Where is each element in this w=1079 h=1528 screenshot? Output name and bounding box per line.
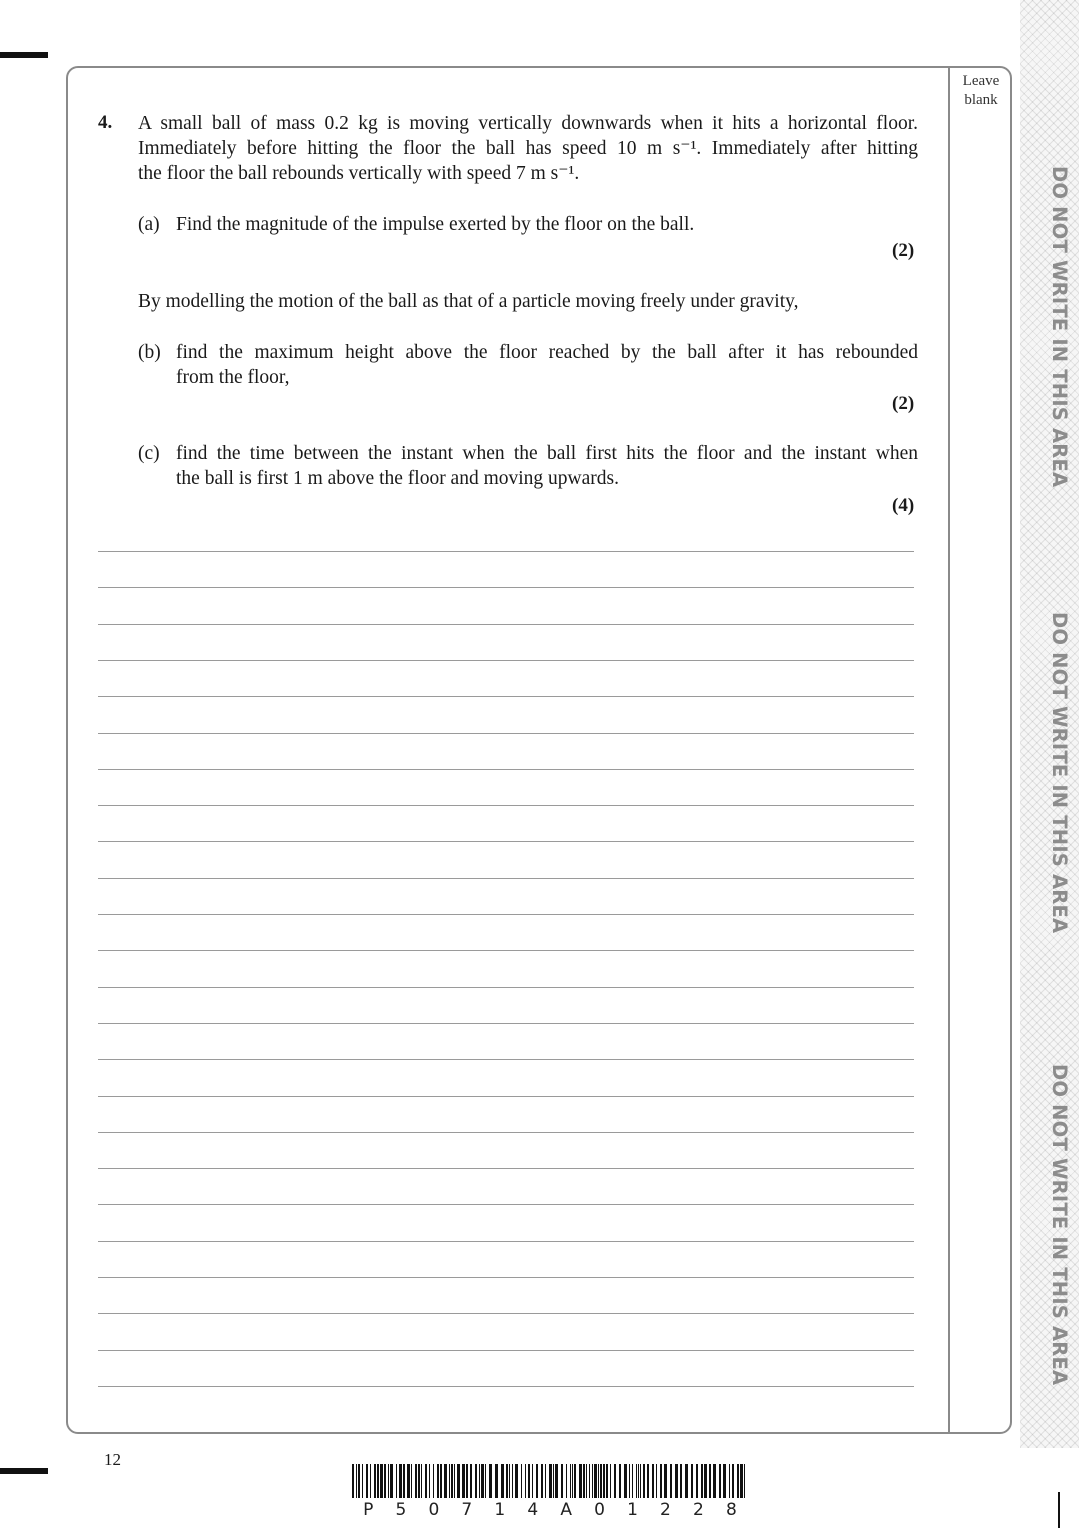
question-number: 4. bbox=[98, 112, 113, 133]
barcode-bar bbox=[388, 1464, 389, 1498]
barcode-bar bbox=[437, 1464, 439, 1498]
answer-line[interactable] bbox=[98, 987, 914, 988]
crop-mark-top-left bbox=[0, 52, 48, 58]
barcode-bar bbox=[598, 1464, 599, 1498]
part-b-line-1: find the maximum height above the floor reached by the ball after it has rebounded bbox=[176, 342, 918, 363]
bridge-text: By modelling the motion of the ball as that of a particle moving freely under gravity, bbox=[138, 291, 799, 312]
barcode-bar bbox=[475, 1464, 477, 1498]
barcode-bar bbox=[664, 1464, 667, 1498]
barcode-bar bbox=[457, 1464, 460, 1498]
barcode-bar bbox=[352, 1464, 354, 1498]
barcode-bar bbox=[362, 1464, 363, 1498]
barcode-bar bbox=[495, 1464, 498, 1498]
barcode-bar bbox=[451, 1464, 453, 1498]
answer-line[interactable] bbox=[98, 1204, 914, 1205]
part-a-label: (a) bbox=[138, 214, 160, 235]
barcode-bar bbox=[619, 1464, 621, 1498]
barcode-bar bbox=[479, 1464, 480, 1498]
answer-line[interactable] bbox=[98, 624, 914, 625]
barcode-bar bbox=[444, 1464, 447, 1498]
part-b-label: (b) bbox=[138, 342, 161, 363]
barcode-bar bbox=[380, 1464, 383, 1498]
answer-line[interactable] bbox=[98, 805, 914, 806]
barcode-bar bbox=[701, 1464, 703, 1498]
answer-line[interactable] bbox=[98, 1023, 914, 1024]
question-intro-line-3: the floor the ball rebounds vertically with speed 7 m s⁻¹. bbox=[138, 163, 580, 184]
barcode-bar bbox=[466, 1464, 468, 1498]
barcode-bar bbox=[561, 1464, 563, 1498]
barcode-bar bbox=[570, 1464, 571, 1498]
part-a-text: Find the magnitude of the impulse exerted by the floor on the ball. bbox=[176, 214, 695, 235]
barcode-bar bbox=[356, 1464, 357, 1498]
leave-blank-divider bbox=[948, 67, 950, 1433]
barcode-bar bbox=[732, 1464, 734, 1498]
barcode-bar bbox=[515, 1464, 518, 1498]
barcode-bar bbox=[643, 1464, 645, 1498]
barcode-bar bbox=[440, 1464, 442, 1498]
barcode-bar bbox=[603, 1464, 605, 1498]
barcode-bar bbox=[506, 1464, 508, 1498]
barcode-bar bbox=[566, 1464, 567, 1498]
barcode-bar bbox=[366, 1464, 368, 1498]
barcode-bar bbox=[407, 1464, 410, 1498]
barcode-bar bbox=[680, 1464, 682, 1498]
barcode-bar bbox=[744, 1464, 745, 1498]
barcode-bar bbox=[384, 1464, 386, 1498]
barcode-bar bbox=[652, 1464, 654, 1498]
answer-frame bbox=[66, 66, 1012, 1434]
barcode-bar bbox=[470, 1464, 472, 1498]
barcode-bar bbox=[572, 1464, 573, 1498]
barcode-bar bbox=[656, 1464, 657, 1498]
barcode-bar bbox=[574, 1464, 576, 1498]
barcode-bar bbox=[719, 1464, 721, 1498]
barcode-bar bbox=[358, 1464, 360, 1498]
answer-line[interactable] bbox=[98, 878, 914, 879]
side-warning-3: DO NOT WRITE IN THIS AREA bbox=[1048, 1064, 1071, 1386]
barcode-bar bbox=[454, 1464, 455, 1498]
barcode-bar bbox=[638, 1464, 639, 1498]
barcode-bar bbox=[691, 1464, 693, 1498]
barcode-bar bbox=[600, 1464, 602, 1498]
barcode-bar bbox=[462, 1464, 465, 1498]
answer-line[interactable] bbox=[98, 1096, 914, 1097]
barcode-bar bbox=[545, 1464, 546, 1498]
barcode-bar bbox=[489, 1464, 492, 1498]
barcode-bar bbox=[536, 1464, 538, 1498]
barcode-bar bbox=[429, 1464, 430, 1498]
crop-mark-bottom-left bbox=[0, 1468, 48, 1474]
part-c-marks: (4) bbox=[892, 495, 915, 516]
part-c-line-2: the ball is first 1 m above the floor and moving upwards. bbox=[176, 468, 619, 489]
part-a-marks: (2) bbox=[892, 240, 915, 261]
answer-line[interactable] bbox=[98, 587, 914, 588]
barcode-bar bbox=[403, 1464, 405, 1498]
barcode-bar bbox=[713, 1464, 716, 1498]
barcode-bar bbox=[704, 1464, 707, 1498]
barcode-bar bbox=[675, 1464, 678, 1498]
barcode-bar bbox=[553, 1464, 554, 1498]
barcode-bar bbox=[737, 1464, 739, 1498]
barcode-bar bbox=[729, 1464, 730, 1498]
barcode-bar bbox=[740, 1464, 743, 1498]
answer-line[interactable] bbox=[98, 551, 914, 552]
barcode-bar bbox=[614, 1464, 616, 1498]
barcode-bar bbox=[370, 1464, 371, 1498]
barcode-bar bbox=[592, 1464, 593, 1498]
barcode-bar bbox=[647, 1464, 649, 1498]
do-not-write-strip bbox=[1020, 0, 1079, 1448]
answer-line[interactable] bbox=[98, 950, 914, 951]
barcode-bar bbox=[586, 1464, 587, 1498]
barcode-bar bbox=[421, 1464, 422, 1498]
barcode bbox=[352, 1464, 748, 1498]
question-intro-line-2: Immediately before hitting the floor the ball has speed 10 m s⁻¹. Immediately after hitting bbox=[138, 138, 918, 159]
answer-line[interactable] bbox=[98, 1132, 914, 1133]
barcode-bar bbox=[636, 1464, 637, 1498]
barcode-digits: P 5 0 7 1 4 A 0 1 2 2 8 bbox=[363, 1500, 737, 1520]
answer-line[interactable] bbox=[98, 914, 914, 915]
barcode-bar bbox=[390, 1464, 393, 1498]
barcode-bar bbox=[670, 1464, 672, 1498]
answer-line[interactable] bbox=[98, 1313, 914, 1314]
barcode-bar bbox=[528, 1464, 530, 1498]
answer-line[interactable] bbox=[98, 1059, 914, 1060]
barcode-bar bbox=[610, 1464, 611, 1498]
barcode-bar bbox=[485, 1464, 486, 1498]
answer-line[interactable] bbox=[98, 660, 914, 661]
question-intro-line-1: A small ball of mass 0.2 kg is moving vertically downwards when it hits a horizontal floor. bbox=[138, 113, 918, 134]
barcode-bar bbox=[624, 1464, 627, 1498]
barcode-bar bbox=[549, 1464, 552, 1498]
side-warning-2: DO NOT WRITE IN THIS AREA bbox=[1048, 612, 1071, 934]
answer-line[interactable] bbox=[98, 1241, 914, 1242]
barcode-bar bbox=[425, 1464, 427, 1498]
answer-line[interactable] bbox=[98, 841, 914, 842]
barcode-bar bbox=[449, 1464, 450, 1498]
part-c-label: (c) bbox=[138, 443, 160, 464]
barcode-bar bbox=[433, 1464, 434, 1498]
answer-line[interactable] bbox=[98, 1277, 914, 1278]
answer-line[interactable] bbox=[98, 1386, 914, 1387]
barcode-bar bbox=[640, 1464, 641, 1498]
answer-line[interactable] bbox=[98, 696, 914, 697]
side-warning-1: DO NOT WRITE IN THIS AREA bbox=[1048, 166, 1071, 488]
barcode-bar bbox=[709, 1464, 711, 1498]
barcode-bar bbox=[696, 1464, 698, 1498]
part-b-marks: (2) bbox=[892, 393, 915, 414]
barcode-bar bbox=[525, 1464, 526, 1498]
part-c-line-1: find the time between the instant when the ball first hits the floor and the instant when bbox=[176, 443, 918, 464]
barcode-bar bbox=[481, 1464, 484, 1498]
barcode-bar bbox=[411, 1464, 412, 1498]
barcode-bar bbox=[589, 1464, 590, 1498]
barcode-bar bbox=[521, 1464, 522, 1498]
answer-line[interactable] bbox=[98, 1350, 914, 1351]
barcode-bar bbox=[377, 1464, 379, 1498]
barcode-bar bbox=[685, 1464, 688, 1498]
crop-mark-bottom-right bbox=[1058, 1492, 1060, 1528]
barcode-bar bbox=[629, 1464, 630, 1498]
barcode-bar bbox=[532, 1464, 533, 1498]
barcode-bar bbox=[541, 1464, 543, 1498]
part-b-line-2: from the floor, bbox=[176, 367, 290, 388]
barcode-bar bbox=[415, 1464, 417, 1498]
barcode-bar bbox=[723, 1464, 726, 1498]
answer-line[interactable] bbox=[98, 1168, 914, 1169]
barcode-bar bbox=[555, 1464, 558, 1498]
barcode-bar bbox=[509, 1464, 510, 1498]
barcode-bar bbox=[399, 1464, 402, 1498]
barcode-bar bbox=[660, 1464, 662, 1498]
barcode-bar bbox=[579, 1464, 582, 1498]
answer-line[interactable] bbox=[98, 769, 914, 770]
barcode-bar bbox=[374, 1464, 376, 1498]
leave-blank-label: Leave blank bbox=[962, 73, 1000, 108]
barcode-bar bbox=[632, 1464, 633, 1498]
barcode-bar bbox=[396, 1464, 397, 1498]
page-number: 12 bbox=[104, 1450, 121, 1469]
barcode-bar bbox=[512, 1464, 513, 1498]
barcode-bar bbox=[606, 1464, 608, 1498]
barcode-bar bbox=[594, 1464, 597, 1498]
barcode-bar bbox=[583, 1464, 585, 1498]
barcode-bar bbox=[418, 1464, 420, 1498]
answer-line[interactable] bbox=[98, 733, 914, 734]
barcode-bar bbox=[501, 1464, 504, 1498]
